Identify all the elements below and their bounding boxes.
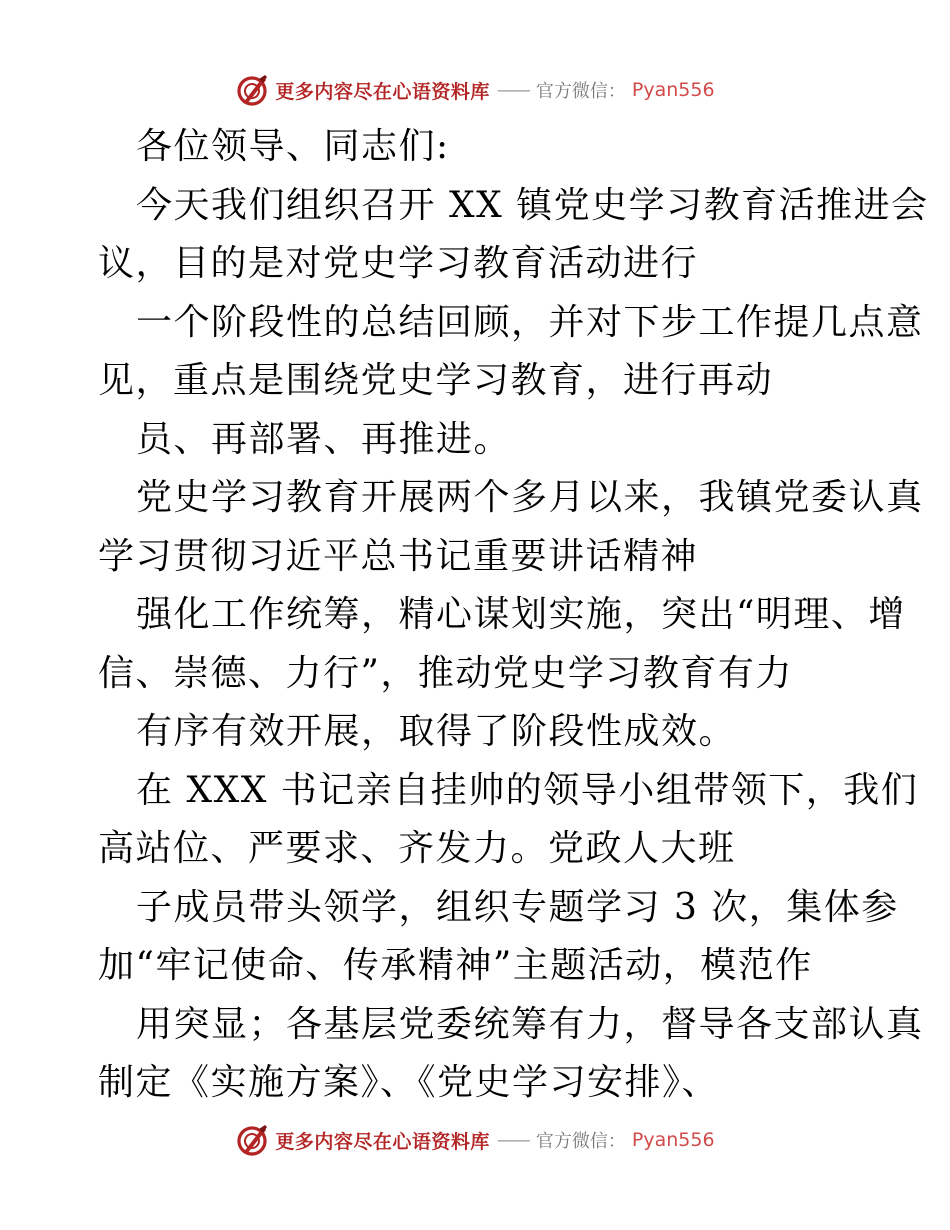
header-official-label: 官方微信： bbox=[535, 81, 626, 102]
header-banner bbox=[0, 70, 950, 110]
document-line: 议，目的是对党史学习教育活动进行 bbox=[98, 243, 699, 284]
document-line: 党史学习教育开展两个多月以来，我镇党委认真 bbox=[136, 477, 924, 518]
document-line: 一个阶段性的总结回顾，并对下步工作提几点意 bbox=[136, 301, 924, 343]
document-line: 高站位、严要求、齐发力。党政人大班 bbox=[98, 828, 736, 869]
quill-pen-logo-icon bbox=[235, 1123, 269, 1157]
document-line: 有序有效开展，取得了阶段性成效。 bbox=[136, 711, 737, 752]
quill-pen-logo-icon bbox=[235, 73, 269, 107]
document-line: 今天我们组织召开 XX 镇党史学习教育活推进会 bbox=[136, 184, 929, 226]
footer-banner bbox=[0, 1120, 950, 1160]
header-site-name: 更多内容尽在心语资料库 bbox=[275, 80, 490, 103]
document-line: 用突显；各基层党委统筹有力，督导各支部认真 bbox=[136, 1003, 924, 1045]
document-line: 强化工作统筹，精心谋划实施，突出“明理、增 bbox=[136, 594, 906, 635]
footer-site-name: 更多内容尽在心语资料库 bbox=[275, 1130, 490, 1153]
footer-official-label: 官方微信： bbox=[535, 1131, 626, 1152]
document-line: 见，重点是围绕党史学习教育，进行再动 bbox=[98, 360, 774, 401]
document-body bbox=[98, 118, 929, 1113]
document-line: 学习贯彻习近平总书记重要讲话精神 bbox=[98, 535, 699, 577]
document-line: 各位领导、同志们: bbox=[136, 126, 450, 167]
document-line: 制定《实施方案》、《党史学习安排》、 bbox=[98, 1062, 720, 1103]
document-line: 信、崇德、力行”，推动党史学习教育有力 bbox=[98, 652, 793, 694]
document-line: 员、再部署、再推进。 bbox=[136, 418, 512, 460]
header-wechat-handle: Pyan556 bbox=[631, 79, 715, 101]
document-line: 子成员带头领学，组织专题学习 3 次，集体参 bbox=[136, 886, 899, 928]
header-separator: —— bbox=[496, 79, 529, 101]
document-line: 在 XXX 书记亲自挂帅的领导小组带领下，我们 bbox=[136, 769, 919, 811]
footer-separator: —— bbox=[496, 1129, 529, 1151]
document-line: 加“牢记使命、传承精神”主题活动，模范作 bbox=[98, 945, 813, 986]
footer-wechat-handle: Pyan556 bbox=[631, 1129, 715, 1151]
